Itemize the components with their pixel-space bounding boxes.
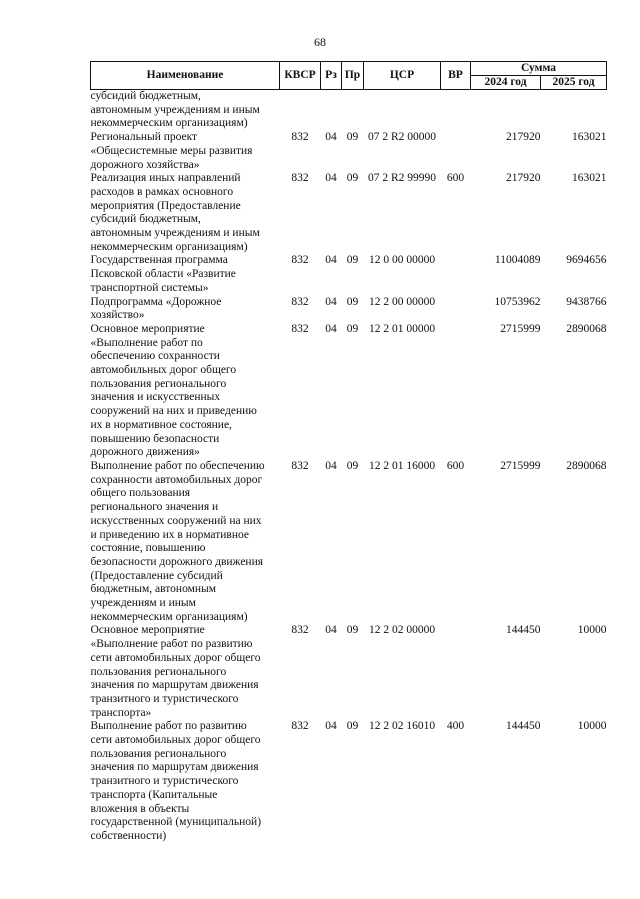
row-name	[91, 720, 280, 843]
row-pr: 09	[346, 720, 359, 733]
row-kvsr: 832	[291, 172, 309, 185]
row-name-line: обеспечению сохранности	[90, 350, 220, 363]
row-kvsr: 832	[291, 322, 309, 335]
row-name-line: транспорта (Капитальные	[90, 788, 218, 801]
row-name-line: Псковской области «Развитие	[90, 268, 236, 281]
row-kvsr: 832	[291, 720, 309, 733]
row-sum-2024: 11004089	[494, 254, 541, 267]
row-name-line: состояние, повышению	[90, 542, 206, 555]
row-vr	[441, 131, 471, 172]
row-sum-2024	[471, 90, 541, 132]
row-csr: 12 0 00 00000	[368, 254, 436, 267]
row-name	[91, 460, 280, 624]
row-name-line: сооружений на них и приведению	[90, 405, 257, 418]
row-name-line: Государственная программа	[90, 254, 228, 267]
row-csr: 07 2 R2 00000	[367, 131, 437, 144]
row-pr: 09	[346, 295, 359, 308]
row-name-line: безопасности дорожного движения	[90, 555, 264, 568]
row-name-line: некоммерческим организациям)	[90, 240, 248, 253]
row-name-line: пользования регионального	[90, 377, 227, 390]
row-name-line: пользования регионального	[90, 747, 227, 760]
row-pr: 09	[346, 131, 359, 144]
row-vr	[441, 624, 471, 720]
row-vr: 600	[446, 459, 465, 472]
row-name-line: мероприятия (Предоставление	[90, 199, 241, 212]
row-pr: 09	[346, 624, 359, 637]
row-sum-2024: 2715999	[500, 322, 541, 335]
row-name	[91, 254, 280, 295]
table-row	[91, 172, 607, 254]
row-kvsr: 832	[291, 295, 309, 308]
row-sum-2025: 10000	[577, 720, 607, 733]
row-rz: 04	[325, 172, 337, 185]
row-rz: 04	[325, 459, 337, 472]
row-name-line: «Выполнение работ по	[90, 336, 203, 349]
row-pr	[342, 90, 364, 132]
header-year-2025: 2025 год	[541, 76, 607, 90]
row-csr	[364, 90, 441, 132]
row-name-line: вложения в объекты	[90, 802, 190, 815]
row-name-line: государственной (муниципальной)	[90, 816, 262, 829]
row-csr: 12 2 02 16010	[368, 720, 436, 733]
row-csr: 12 2 00 00000	[368, 295, 436, 308]
row-name	[91, 131, 280, 172]
row-name-line: общего пользования	[90, 487, 191, 500]
table-row	[91, 624, 607, 720]
row-vr	[441, 90, 471, 132]
row-name-line: сохранности автомобильных дорог	[90, 473, 263, 486]
row-csr: 12 2 02 00000	[368, 624, 436, 637]
row-name-line: сети автомобильных дорог общего	[90, 734, 261, 747]
table-row	[91, 460, 607, 624]
row-pr: 09	[346, 254, 359, 267]
header-pr: Пр	[342, 62, 364, 90]
row-pr: 09	[346, 322, 359, 335]
row-name-line: собственности)	[90, 829, 167, 842]
row-name	[91, 323, 280, 460]
row-name-line: регионального значения и	[90, 501, 219, 514]
row-rz: 04	[325, 322, 337, 335]
header-sum: Сумма	[471, 62, 607, 76]
table-row	[91, 254, 607, 295]
row-name-line: значения по маршрутам движения	[90, 761, 259, 774]
row-sum-2025: 2890068	[566, 459, 607, 472]
row-name-line: некоммерческим организациям)	[90, 117, 248, 130]
row-name-line: дорожного хозяйства»	[90, 158, 200, 171]
row-sum-2024: 144450	[506, 624, 541, 637]
table-row	[91, 131, 607, 172]
row-kvsr: 832	[291, 131, 309, 144]
row-name-line: их в нормативное состояние,	[90, 418, 232, 431]
row-name-line: «Выполнение работ по развитию	[90, 638, 253, 651]
row-name-line: дорожного движения»	[90, 446, 200, 459]
row-name-line: транспорта»	[90, 706, 152, 719]
table-row	[91, 90, 607, 132]
row-name-line: Основное мероприятие	[90, 322, 205, 335]
row-sum-2025	[541, 90, 607, 132]
row-name-line: (Предоставление субсидий	[90, 569, 223, 582]
row-name-line: и приведению их в нормативное	[90, 528, 249, 541]
row-rz: 04	[325, 624, 337, 637]
row-vr	[441, 323, 471, 460]
row-sum-2025: 2890068	[566, 322, 607, 335]
row-rz: 04	[325, 131, 337, 144]
row-name-line: Выполнение работ по обеспечению	[90, 459, 265, 472]
row-name-line: учреждениям и иным	[90, 597, 196, 610]
budget-table	[90, 61, 607, 844]
row-rz: 04	[325, 254, 337, 267]
row-name-line: Региональный проект	[90, 131, 198, 144]
row-name-line: пользования регионального	[90, 665, 227, 678]
page-number: 68	[314, 35, 326, 49]
row-sum-2025: 163021	[572, 172, 607, 185]
row-sum-2024: 2715999	[500, 459, 541, 472]
row-name	[91, 172, 280, 254]
row-vr: 400	[446, 720, 465, 733]
row-name-line: субсидий бюджетным,	[90, 213, 201, 226]
row-name-line: «Общесистемные меры развития	[90, 144, 253, 157]
row-name-line: значения по маршрутам движения	[90, 679, 259, 692]
row-sum-2024: 217920	[506, 131, 541, 144]
row-name-line: Основное мероприятие	[90, 624, 205, 637]
row-sum-2024: 10753962	[494, 295, 541, 308]
row-kvsr: 832	[291, 624, 309, 637]
table-header	[91, 62, 607, 90]
row-rz: 04	[325, 295, 337, 308]
row-name-line: автомобильных дорог общего	[90, 364, 237, 377]
header-year-2024: 2024 год	[471, 76, 541, 90]
row-kvsr: 832	[291, 459, 309, 472]
row-kvsr	[280, 90, 321, 132]
row-name	[91, 624, 280, 720]
row-name-line: Выполнение работ по развитию	[90, 720, 247, 733]
row-name-line: искусственных сооружений на них	[90, 514, 262, 527]
row-sum-2024: 217920	[506, 172, 541, 185]
header-csr: ЦСР	[364, 62, 441, 90]
table-row	[91, 296, 607, 323]
row-kvsr: 832	[291, 254, 309, 267]
row-rz	[321, 90, 342, 132]
row-name-line: Реализация иных направлений	[90, 172, 241, 185]
row-rz: 04	[325, 720, 337, 733]
header-name: Наименование	[91, 62, 280, 90]
header-kvsr: КВСР	[280, 62, 321, 90]
row-name-line: сети автомобильных дорог общего	[90, 651, 261, 664]
row-pr: 09	[346, 459, 359, 472]
row-csr: 12 2 01 16000	[368, 459, 436, 472]
table-row	[91, 323, 607, 460]
row-sum-2025: 10000	[577, 624, 607, 637]
row-name	[91, 296, 280, 323]
row-sum-2025: 163021	[572, 131, 607, 144]
row-sum-2024: 144450	[506, 720, 541, 733]
row-vr	[441, 254, 471, 295]
row-name-line: некоммерческим организациям)	[90, 610, 248, 623]
row-vr	[441, 296, 471, 323]
row-name-line: Подпрограмма «Дорожное	[90, 295, 222, 308]
row-name-line: расходов в рамках основного	[90, 185, 234, 198]
row-csr: 12 2 01 00000	[368, 322, 436, 335]
row-name-line: значения и искусственных	[90, 391, 221, 404]
row-name-line: транзитного и туристического	[90, 775, 239, 788]
row-name-line: субсидий бюджетным,	[90, 90, 201, 102]
row-name-line: бюджетным, автономным	[90, 583, 217, 596]
row-csr: 07 2 R2 99990	[367, 172, 437, 185]
row-vr: 600	[446, 172, 465, 185]
row-sum-2025: 9438766	[566, 295, 607, 308]
table-row	[91, 720, 607, 843]
row-sum-2025: 9694656	[566, 254, 607, 267]
row-name-line: автономным учреждениям и иным	[90, 227, 260, 240]
row-name-line: транспортной системы»	[90, 281, 209, 294]
header-rz: Рз	[321, 62, 342, 90]
row-name-line: хозяйство»	[90, 309, 145, 322]
header-vr: ВР	[441, 62, 471, 90]
row-name-line: автономным учреждениям и иным	[90, 103, 260, 116]
row-name-line: транзитного и туристического	[90, 692, 239, 705]
table-body	[91, 90, 607, 844]
row-pr: 09	[346, 172, 359, 185]
row-name	[91, 90, 280, 132]
row-name-line: повышению безопасности	[90, 432, 220, 445]
